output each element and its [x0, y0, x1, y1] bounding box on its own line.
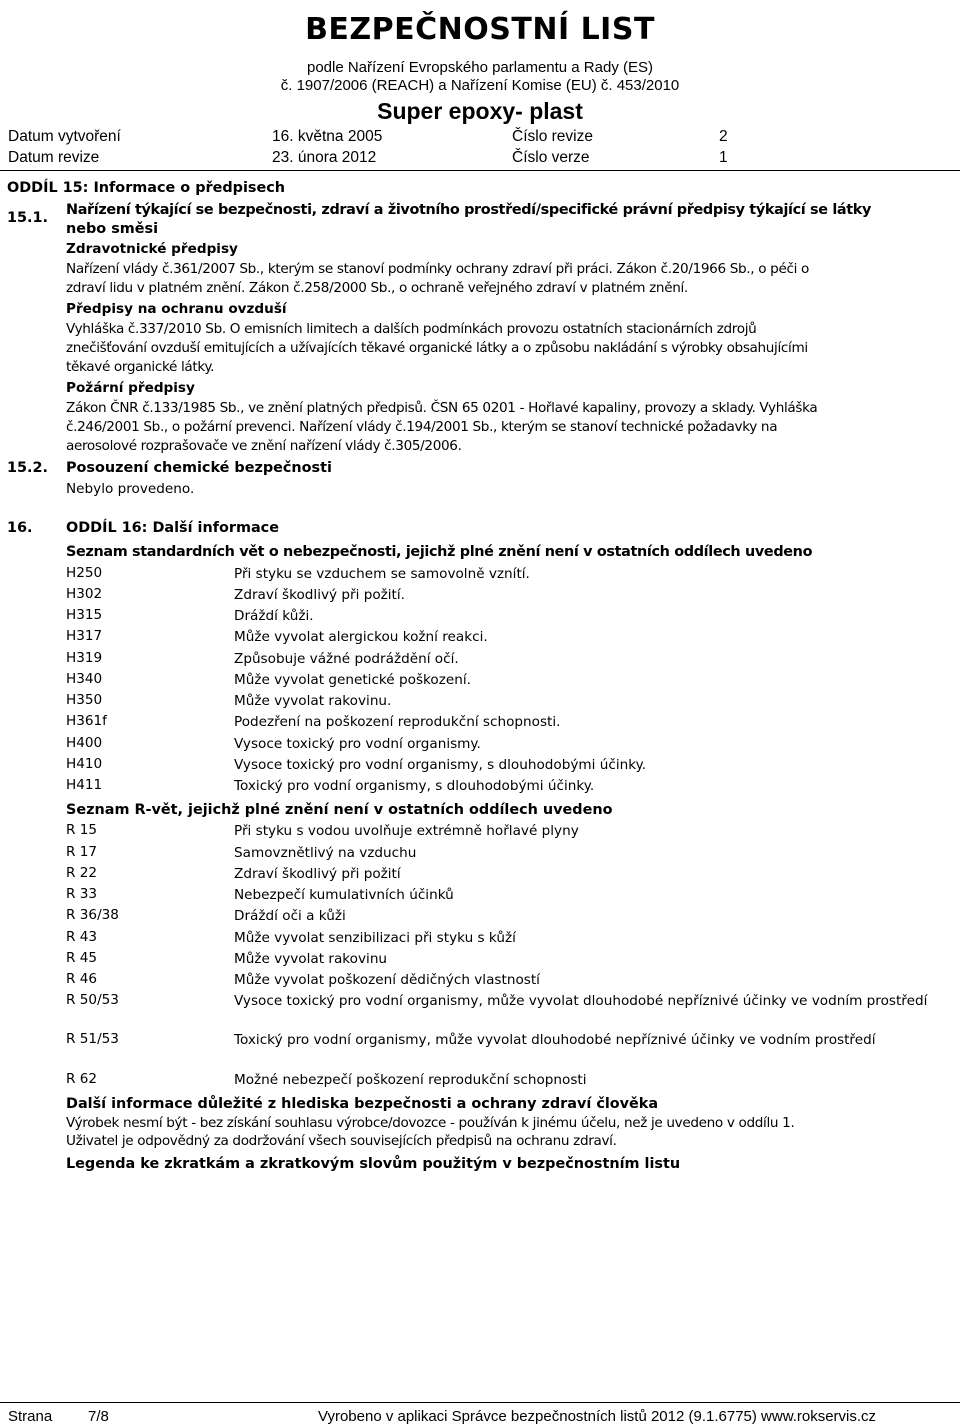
r-phrase-code: R 62 [66, 1071, 98, 1087]
h-phrase-text: Může vyvolat rakovinu. [234, 693, 392, 709]
h-phrase-code: H400 [66, 735, 103, 751]
r-phrase-text: Může vyvolat senzibilizaci při styku s kůží [234, 930, 516, 946]
r-phrase-text: Samovznětlivý na vzduchu [234, 845, 417, 861]
legend-title: Legenda ke zkratkám a zkratkovým slovům použitým v bezpečnostním listu [66, 1156, 681, 1172]
r-phrase-text: Vysoce toxický pro vodní organismy, může vyvolat dlouhodobé nepříznivé účinky ve vodním prostředí [234, 993, 928, 1009]
h-phrases-title: Seznam standardních vět o nebezpečnosti, jejichž plné znění není v ostatních oddílech uvedeno [66, 544, 813, 560]
page-label: Strana [8, 1408, 53, 1425]
fire-regulations-line-2: č.246/2001 Sb., o požární prevenci. Nařízení vlády č.194/2001 Sb., kterým se stanoví technické požadavky na [66, 419, 778, 435]
h-phrase-code: H250 [66, 565, 103, 581]
footer-divider [0, 1402, 960, 1403]
r-phrase-text: Možné nebezpečí poškození reprodukční schopnosti [234, 1072, 587, 1088]
r-phrase-text: Toxický pro vodní organismy, může vyvolat dlouhodobé nepříznivé účinky ve vodním prostředí [234, 1032, 876, 1048]
h-phrase-text: Zdraví škodlivý při požití. [234, 587, 405, 603]
air-regulations-line-1: Vyhláška č.337/2010 Sb. O emisních limitech a dalších podmínkách provozu ostatních stacionárních zdrojů [66, 321, 757, 337]
r-phrase-code: R 51/53 [66, 1031, 119, 1047]
health-regulations-title: Zdravotnické předpisy [66, 241, 238, 257]
section-16-title: ODDÍL 16: Další informace [66, 520, 279, 536]
h-phrase-text: Při styku se vzduchem se samovolně vznítí. [234, 566, 530, 582]
air-regulations-title: Předpisy na ochranu ovzduší [66, 301, 287, 317]
subsection-15-2-text: Nebylo provedeno. [66, 481, 195, 497]
r-phrase-code: R 15 [66, 822, 98, 838]
h-phrase-code: H319 [66, 650, 103, 666]
header-divider [0, 170, 960, 171]
revision-no-value: 2 [719, 128, 728, 145]
section-16-number: 16. [7, 520, 33, 536]
h-phrase-code: H361f [66, 713, 107, 729]
other-info-line-2: Uživatel je odpovědný za dodržování všech souvisejících předpisů na ochranu zdraví. [66, 1133, 617, 1149]
h-phrase-text: Podezření na poškození reprodukční schopnosti. [234, 714, 561, 730]
h-phrase-text: Vysoce toxický pro vodní organismy. [234, 736, 481, 752]
r-phrase-code: R 36/38 [66, 907, 119, 923]
health-regulations-line-2: zdraví lidu v platném znění. Zákon č.258/2000 Sb., o ochraně veřejného zdraví v platném znění. [66, 280, 688, 296]
section-15-title: ODDÍL 15: Informace o předpisech [7, 180, 285, 196]
r-phrase-code: R 43 [66, 929, 98, 945]
subsection-15-1-title-line-2: nebo směsi [66, 221, 159, 237]
health-regulations-line-1: Nařízení vlády č.361/2007 Sb., kterým se stanoví podmínky ochrany zdraví při práci. Zákon č.20/1966 Sb., o péči o [66, 261, 809, 277]
h-phrase-code: H302 [66, 586, 103, 602]
h-phrase-code: H410 [66, 756, 103, 772]
revision-date-value: 23. února 2012 [272, 149, 377, 166]
created-label: Datum vytvoření [8, 128, 121, 145]
regulation-subtitle-1: podle Nařízení Evropského parlamentu a Rady (ES) [306, 59, 653, 76]
h-phrase-text: Dráždí kůži. [234, 608, 314, 624]
r-phrase-code: R 33 [66, 886, 98, 902]
fire-regulations-line-3: aerosolové rozprašovače ve znění nařízení vlády č.305/2006. [66, 438, 462, 454]
subsection-15-1-title-line-1: Nařízení týkající se bezpečnosti, zdraví a životního prostředí/specifické právní předpisy týkající se látky [66, 202, 872, 218]
page-number: 7/8 [88, 1408, 109, 1425]
r-phrase-code: R 50/53 [66, 992, 119, 1008]
h-phrase-text: Způsobuje vážné podráždění očí. [234, 651, 459, 667]
r-phrase-text: Zdraví škodlivý při požití [234, 866, 401, 882]
r-phrase-code: R 45 [66, 950, 98, 966]
h-phrase-code: H317 [66, 628, 103, 644]
r-phrase-text: Nebezpečí kumulativních účinků [234, 887, 454, 903]
r-phrase-code: R 17 [66, 844, 98, 860]
h-phrase-code: H340 [66, 671, 103, 687]
fire-regulations-title: Požární předpisy [66, 380, 195, 396]
created-value: 16. května 2005 [272, 128, 383, 145]
fire-regulations-line-1: Zákon ČNR č.133/1985 Sb., ve znění platných předpisů. ČSN 65 0201 - Hořlavé kapaliny, provozy a sklady. Vyhláška [66, 400, 818, 416]
r-phrase-text: Při styku s vodou uvolňuje extrémně hořlavé plyny [234, 823, 579, 839]
product-name: Super epoxy- plast [377, 98, 583, 124]
generator-info: Vyrobeno v aplikaci Správce bezpečnostních listů 2012 (9.1.6775) www.rokservis.cz [318, 1408, 877, 1425]
subsection-15-2-number: 15.2. [7, 460, 48, 476]
document-title: BEZPEČNOSTNÍ LIST [305, 12, 655, 47]
h-phrase-code: H411 [66, 777, 103, 793]
r-phrase-text: Dráždí oči a kůži [234, 908, 346, 924]
version-value: 1 [719, 149, 728, 166]
h-phrase-text: Toxický pro vodní organismy, s dlouhodobými účinky. [234, 778, 595, 794]
subsection-15-1-number: 15.1. [7, 210, 48, 226]
h-phrase-code: H350 [66, 692, 103, 708]
r-phrases-title: Seznam R-vět, jejichž plné znění není v ostatních oddílech uvedeno [66, 802, 613, 818]
version-label: Číslo verze [512, 149, 590, 166]
r-phrase-text: Může vyvolat rakovinu [234, 951, 388, 967]
air-regulations-line-3: těkavé organické látky. [66, 359, 215, 375]
h-phrase-text: Může vyvolat alergickou kožní reakci. [234, 629, 488, 645]
r-phrase-text: Může vyvolat poškození dědičných vlastností [234, 972, 540, 988]
revision-no-label: Číslo revize [512, 128, 593, 145]
r-phrase-code: R 46 [66, 971, 98, 987]
air-regulations-line-2: znečišťování ovzduší emitujících a užívajících těkavé organické látky a o způsobu nakládání s výrobky obsahujícími [66, 340, 808, 356]
other-info-title: Další informace důležité z hlediska bezpečnosti a ochrany zdraví člověka [66, 1096, 659, 1112]
r-phrase-code: R 22 [66, 865, 98, 881]
subsection-15-2-title: Posouzení chemické bezpečnosti [66, 460, 332, 476]
h-phrase-code: H315 [66, 607, 103, 623]
h-phrase-text: Může vyvolat genetické poškození. [234, 672, 471, 688]
other-info-line-1: Výrobek nesmí být - bez získání souhlasu výrobce/dovozce - používán k jinému účelu, než je uvedeno v oddílu 1. [66, 1115, 795, 1131]
regulation-subtitle-2: č. 1907/2006 (REACH) a Nařízení Komise (EU) č. 453/2010 [280, 77, 680, 94]
h-phrase-text: Vysoce toxický pro vodní organismy, s dlouhodobými účinky. [234, 757, 647, 773]
revision-date-label: Datum revize [8, 149, 100, 166]
